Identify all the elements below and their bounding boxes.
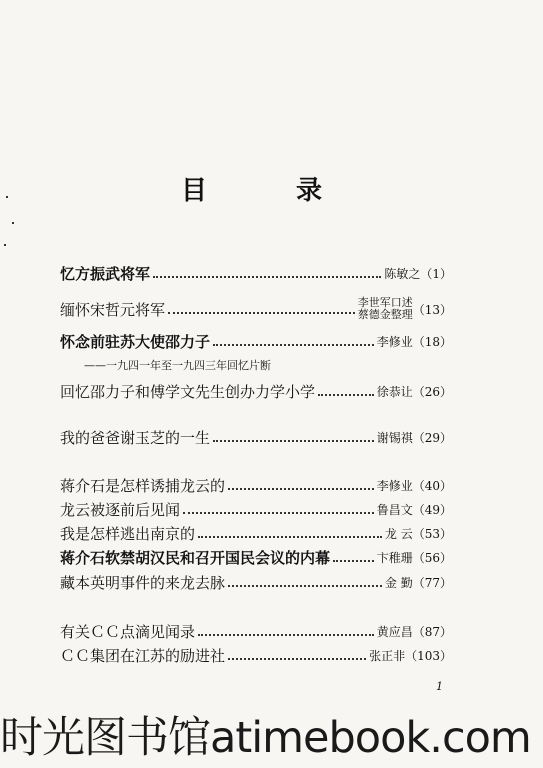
entry-subtitle: ——一九四一年至一九四三年回忆片断 xyxy=(84,359,271,372)
entry-author: 金 勤 xyxy=(384,575,413,590)
entry-page: （77） xyxy=(412,575,452,590)
toc-entry[interactable] xyxy=(60,330,452,352)
scan-speck xyxy=(6,196,8,198)
leader-dots xyxy=(228,487,374,490)
scan-speck xyxy=(4,244,6,246)
entry-author-line: 蔡德金整理 xyxy=(357,308,413,321)
toc-entry[interactable] xyxy=(60,298,452,320)
entry-page: （13） xyxy=(412,302,452,317)
toc-entry[interactable] xyxy=(60,546,452,568)
entry-title: 龙云被逐前后见闻 xyxy=(60,500,181,519)
entry-author: 谢锡祺 xyxy=(376,430,413,445)
toc-entry[interactable] xyxy=(60,426,452,448)
leader-dots xyxy=(198,633,374,636)
toc-entry[interactable] xyxy=(60,474,452,496)
toc-entry[interactable] xyxy=(60,262,452,284)
entry-page: （26） xyxy=(412,384,452,399)
toc-entry[interactable] xyxy=(60,571,452,593)
entry-title: 蒋介石软禁胡汉民和召开国民会议的内幕 xyxy=(60,548,331,567)
entry-title: 藏本英明事件的来龙去脉 xyxy=(60,573,226,592)
toc-entry[interactable] xyxy=(60,498,452,520)
entry-title: 有关ＣＣ点滴见闻录 xyxy=(60,622,196,641)
leader-dots xyxy=(198,535,382,538)
entry-page: （18） xyxy=(412,334,452,349)
entry-page: （87） xyxy=(412,624,452,639)
leader-dots xyxy=(333,559,374,562)
entry-page: （103） xyxy=(405,648,452,663)
leader-dots xyxy=(213,343,374,346)
entry-author: 李修业 xyxy=(376,334,413,349)
entry-author: 李修业 xyxy=(376,478,413,493)
leader-dots xyxy=(213,439,374,442)
toc-entry[interactable] xyxy=(60,380,452,402)
scan-speck xyxy=(12,222,14,224)
page-title: 目 录 xyxy=(180,176,363,206)
entry-title: 忆方振武将军 xyxy=(60,264,151,283)
entry-title: 我是怎样逃出南京的 xyxy=(60,524,196,543)
toc-entry[interactable] xyxy=(60,620,452,642)
entry-title: ＣＣ集团在江苏的励进社 xyxy=(60,646,226,665)
watermark: 时光图书馆atimebook.com xyxy=(0,713,531,763)
entry-author-line: 李世军口述 xyxy=(357,296,413,309)
entry-author: 张正非 xyxy=(369,648,406,663)
entry-page: （53） xyxy=(412,526,452,541)
entry-title: 回忆邵力子和傅学文先生创办力学小学 xyxy=(60,382,316,401)
entry-author: 陈敏之 xyxy=(384,266,421,281)
entry-page: （49） xyxy=(412,502,452,517)
entry-page: （29） xyxy=(412,430,452,445)
leader-dots xyxy=(318,393,374,396)
entry-title: 蒋介石是怎样诱捕龙云的 xyxy=(60,476,226,495)
entry-title: 缅怀宋哲元将军 xyxy=(60,300,166,319)
leader-dots xyxy=(228,584,382,587)
page-number: 1 xyxy=(436,680,443,693)
entry-page: （56） xyxy=(412,550,452,565)
entry-author: 鲁昌文 xyxy=(376,502,413,517)
entry-title: 怀念前驻苏大使邵力子 xyxy=(60,332,211,351)
leader-dots xyxy=(183,511,374,514)
leader-dots xyxy=(168,311,355,314)
entry-author: 黄应昌 xyxy=(376,624,413,639)
leader-dots xyxy=(228,657,366,660)
entry-author: 徐恭让 xyxy=(376,384,413,399)
entry-author: 卞稚珊 xyxy=(376,550,413,565)
entry-title: 我的爸爸谢玉芝的一生 xyxy=(60,428,211,447)
toc-entry[interactable] xyxy=(60,522,452,544)
entry-page: （1） xyxy=(420,266,452,281)
leader-dots xyxy=(153,275,381,278)
entry-author: 龙 云 xyxy=(384,526,413,541)
entry-authors xyxy=(358,297,413,321)
entry-page: （40） xyxy=(412,478,452,493)
toc-entry[interactable] xyxy=(60,644,452,666)
